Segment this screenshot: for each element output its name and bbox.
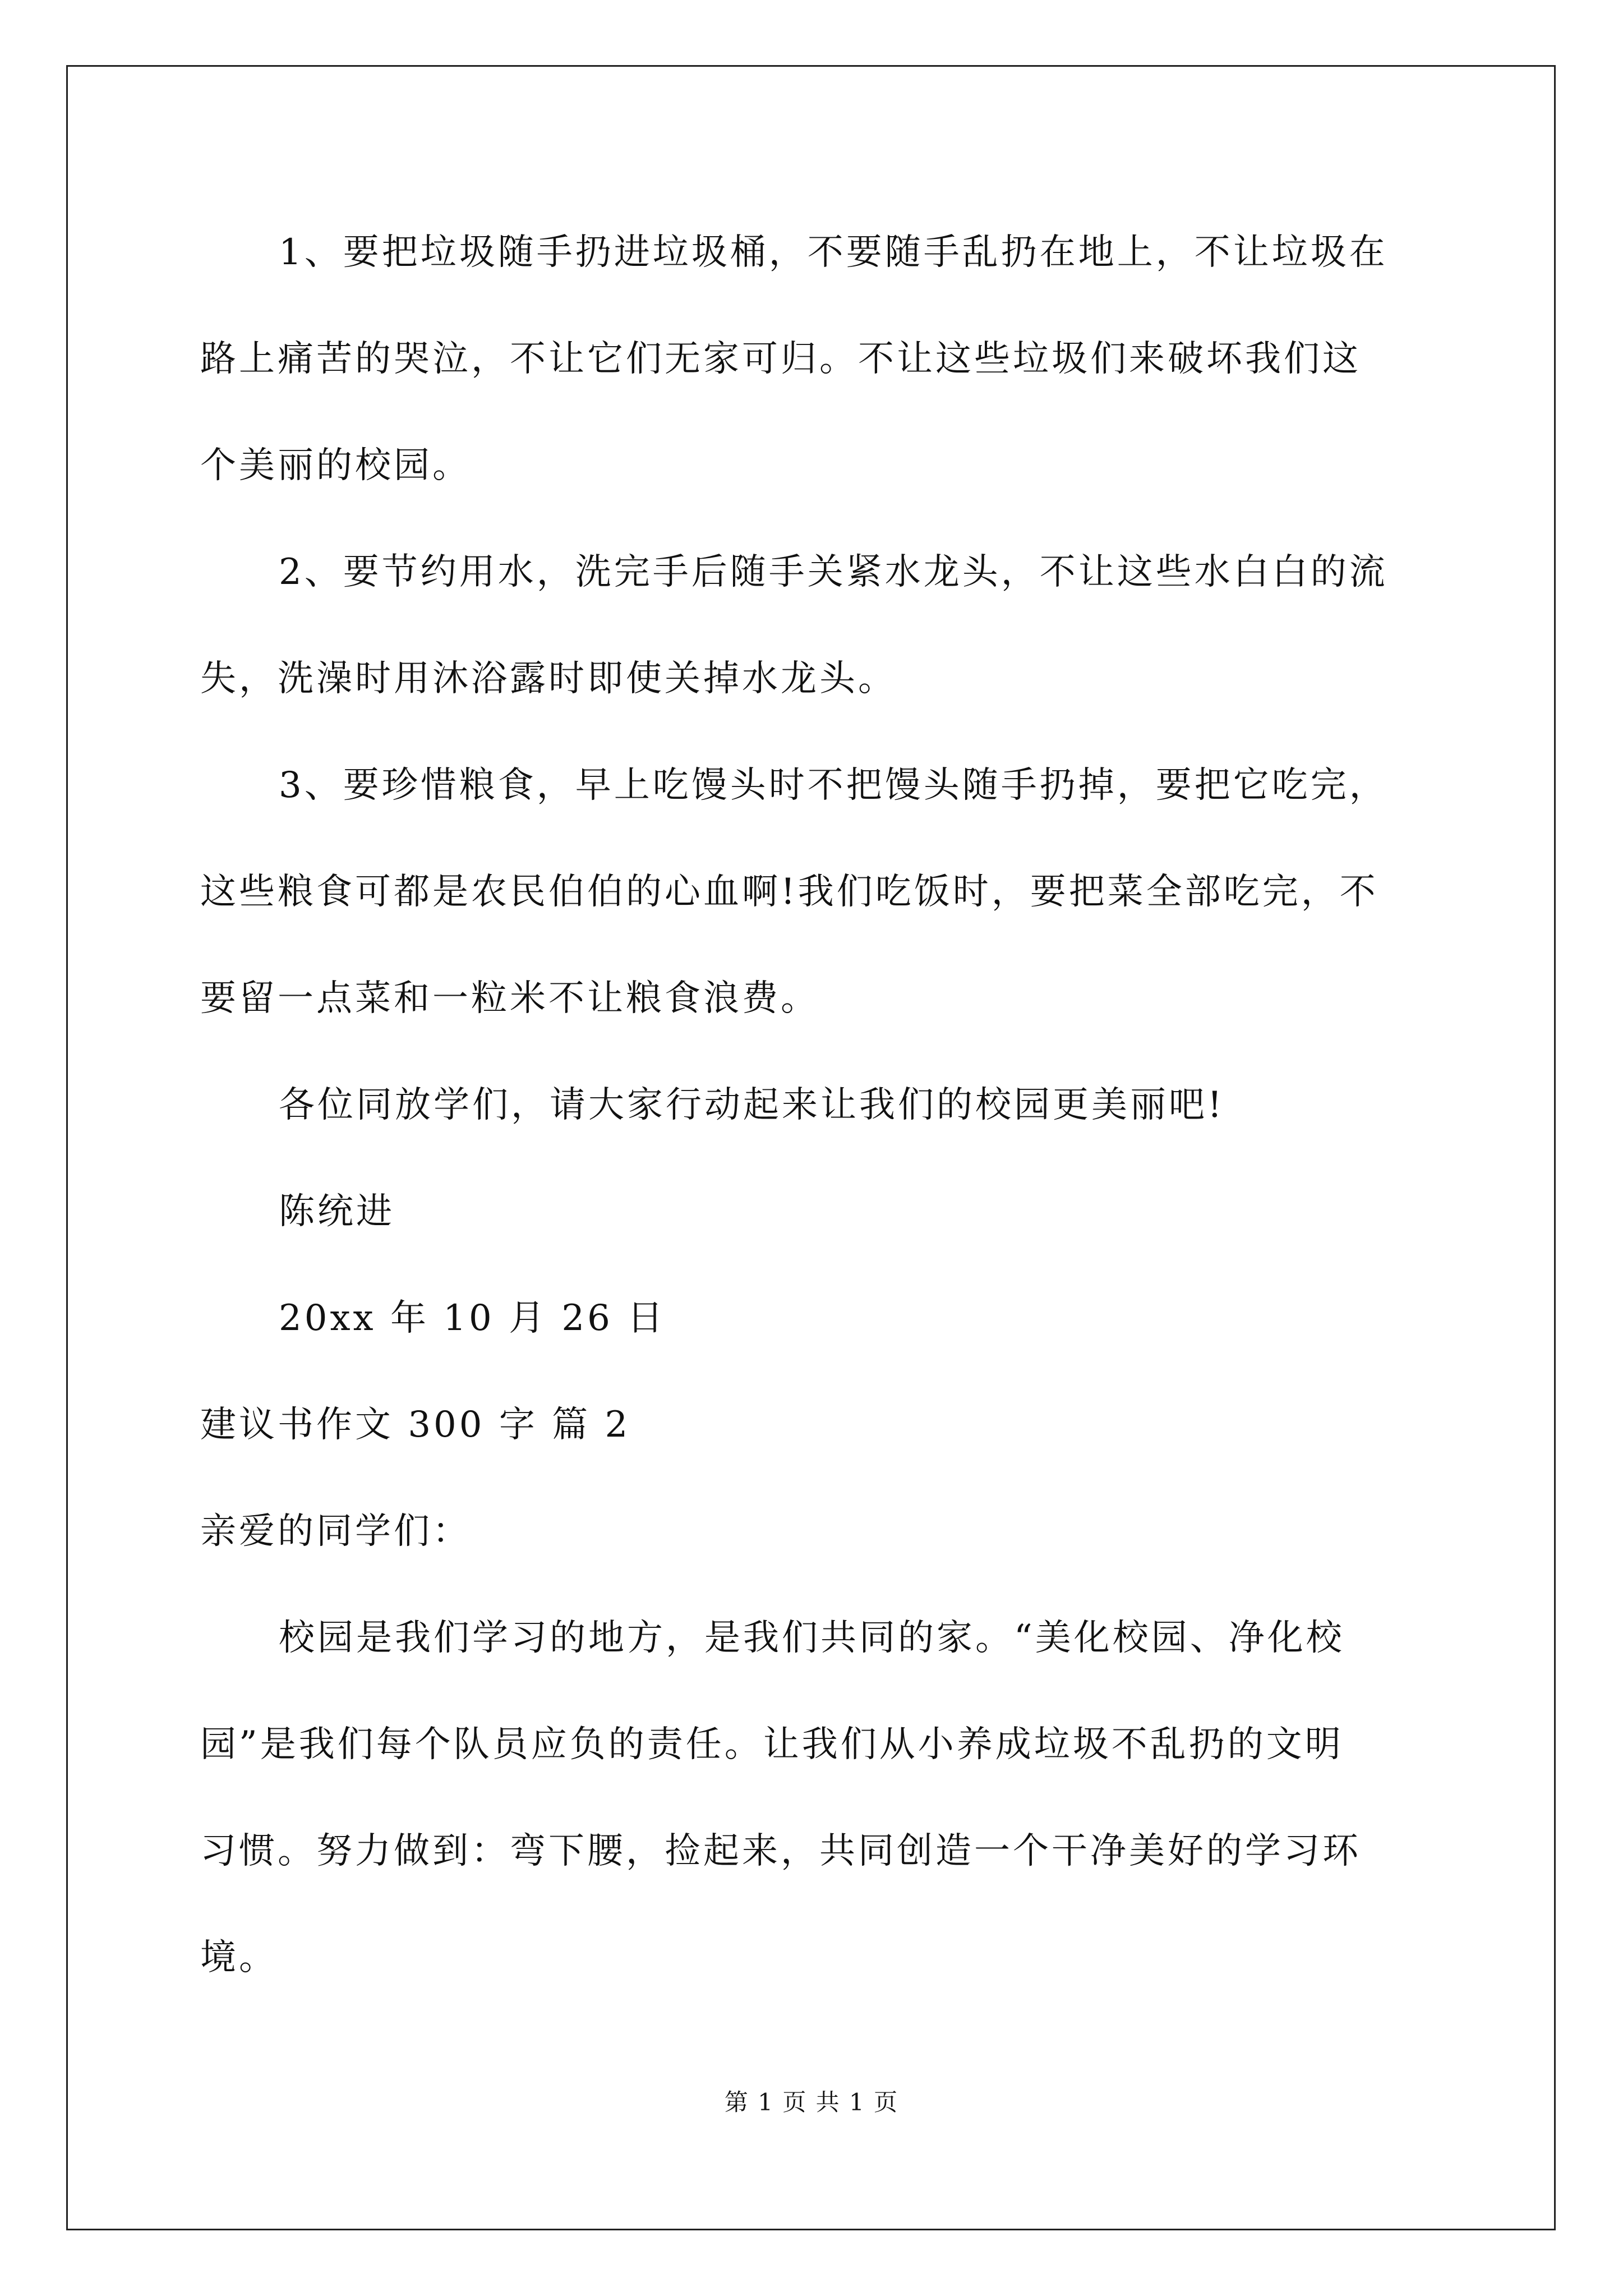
page-border (66, 65, 1556, 2230)
salutation: 亲爱的同学们： (200, 1511, 471, 1552)
paragraph-4-line-1: 校园是我们学习的地方，是我们共同的家。“美化校园、净化校 (279, 1617, 1345, 1659)
paragraph-3-line-3: 要留一点菜和一粒米不让粮食浪费。 (200, 978, 819, 1019)
paragraph-2-line-1: 2、要节约用水，洗完手后随手关紧水龙头，不让这些水白白的流 (279, 551, 1388, 593)
paragraph-1-line-2: 路上痛苦的哭泣，不让它们无家可归。不让这些垃圾们来破坏我们这 (200, 338, 1361, 380)
paragraph-3-line-2: 这些粮食可都是农民伯伯的心血啊!我们吃饭时，要把菜全部吃完，不 (200, 871, 1378, 913)
paragraph-4-line-3: 习惯。努力做到：弯下腰，捡起来，共同创造一个干净美好的学习环 (200, 1830, 1361, 1872)
paragraph-2-line-2: 失，洗澡时用沐浴露时即使关掉水龙头。 (200, 658, 897, 700)
closing-appeal: 各位同放学们，请大家行动起来让我们的校园更美丽吧! (279, 1084, 1225, 1126)
paragraph-1-line-1: 1、要把垃圾随手扔进垃圾桶，不要随手乱扔在地上，不让垃圾在 (279, 232, 1388, 273)
page-number-footer: 第 1 页 共 1 页 (724, 2088, 899, 2116)
paragraph-1-line-3: 个美丽的校园。 (200, 445, 471, 486)
section-title: 建议书作文 300 字 篇 2 (200, 1404, 631, 1446)
signature-name: 陈统进 (279, 1191, 395, 1232)
paragraph-3-line-1: 3、要珍惜粮食，早上吃馒头时不把馒头随手扔掉，要把它吃完， (279, 765, 1388, 806)
paragraph-4-line-2: 园”是我们每个队员应负的责任。让我们从小养成垃圾不乱扔的文明 (200, 1724, 1344, 1765)
paragraph-4-line-4: 境。 (200, 1937, 278, 1978)
signature-date: 20xx 年 10 月 26 日 (279, 1297, 666, 1339)
